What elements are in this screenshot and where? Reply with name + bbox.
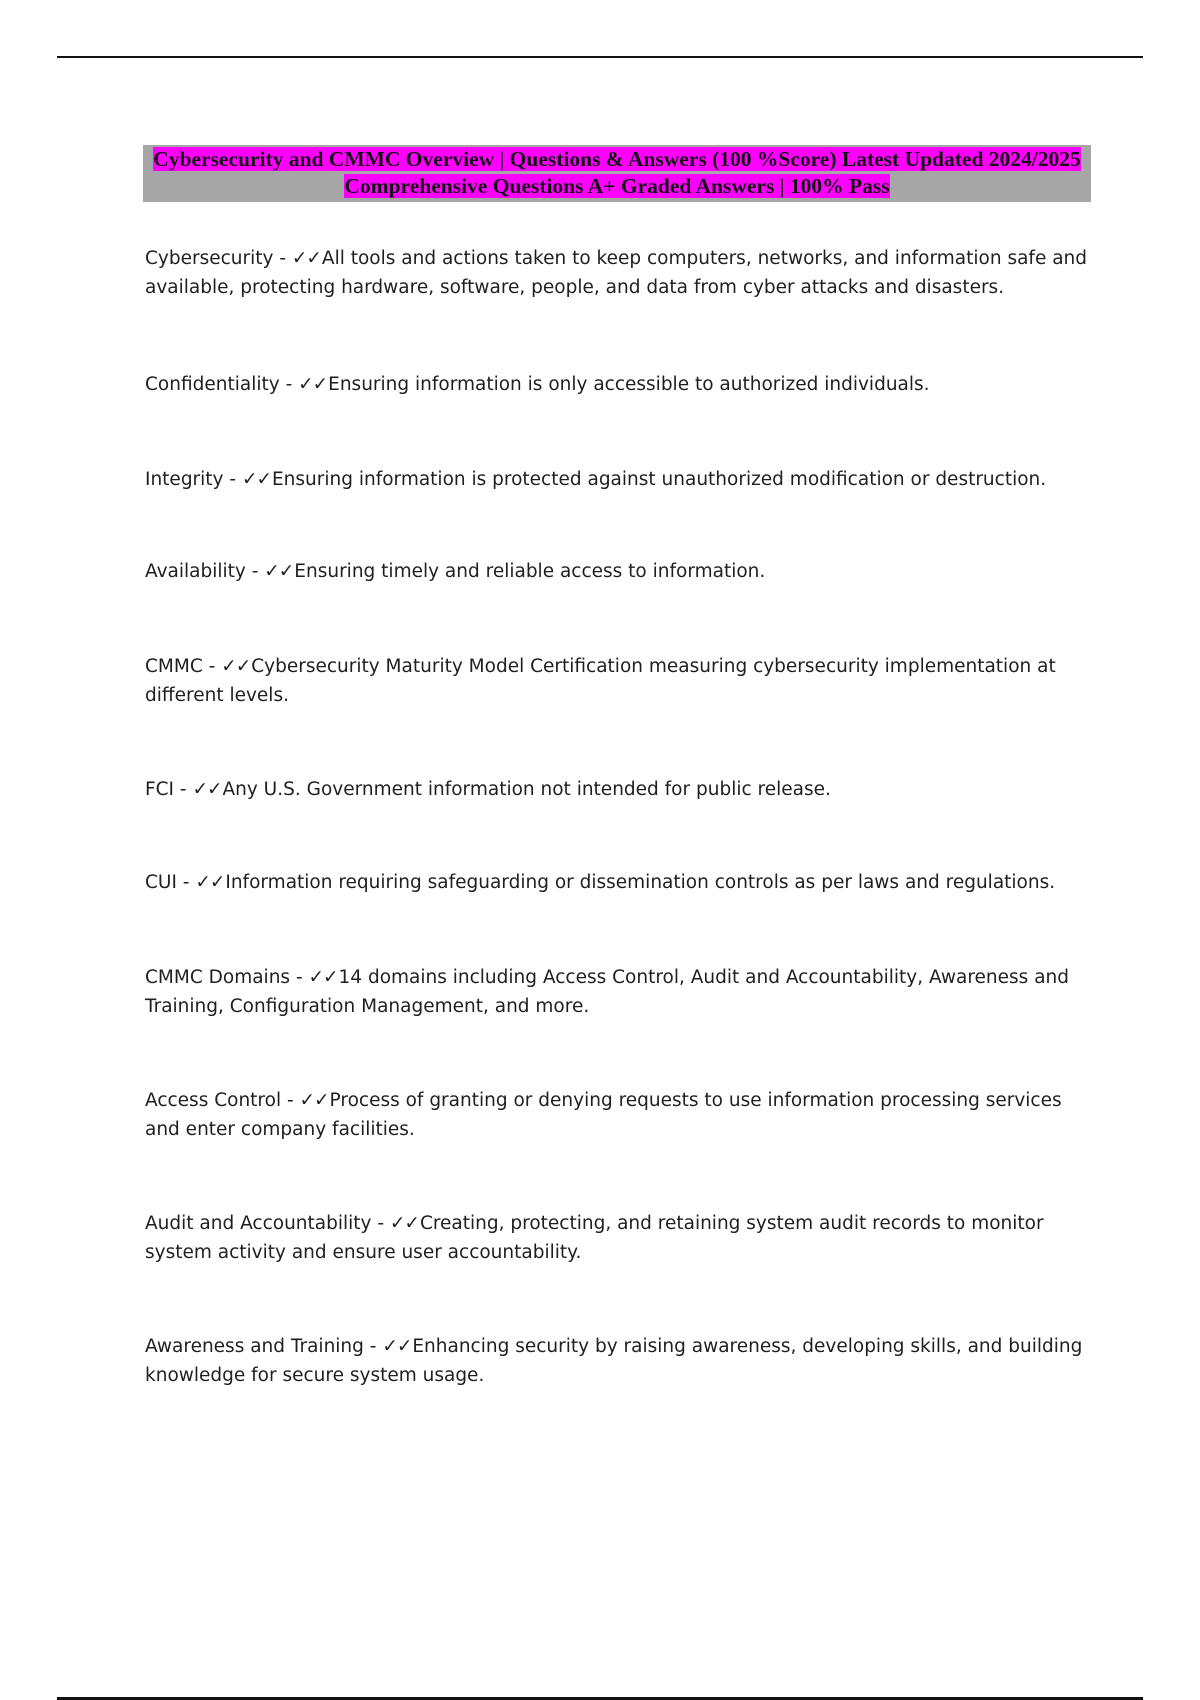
qa-entry: CMMC Domains - ✓✓14 domains including Access Control, Audit and Accountability, Awareness and Training, Configuration Management, and more. [145, 967, 1070, 1017]
qa-definition: 14 domains including Access Control, Audit and Accountability, Awareness and Training, Configuration Management, and more. [145, 967, 1070, 1017]
qa-definition: Enhancing security by raising awareness, developing skills, and building knowledge for secure system usage. [145, 1336, 1083, 1386]
qa-entry: Audit and Accountability - ✓✓Creating, protecting, and retaining system audit records to monitor system activity and ensure user accountability. [145, 1213, 1044, 1263]
document-title: Cybersecurity and CMMC Overview | Questions & Answers (100 %Score) Latest Updated 2024/2025 Comprehensive Questions A+ Graded Answers | 100% Pass [153, 147, 1081, 198]
qa-definition: All tools and actions taken to keep computers, networks, and information safe and available, protecting hardware, software, people, and data from cyber attacks and disasters. [145, 248, 1088, 298]
qa-definition: Any U.S. Government information not intended for public release. [222, 779, 831, 800]
document-title-box [143, 145, 1091, 202]
check-icon: ✓✓ [299, 1090, 329, 1111]
check-icon: ✓✓ [308, 967, 338, 988]
qa-definition: Creating, protecting, and retaining system audit records to monitor system activity and ensure user accountability. [145, 1213, 1044, 1263]
qa-entry: Availability - ✓✓Ensuring timely and reliable access to information. [145, 561, 766, 582]
qa-definition: Ensuring information is protected against unauthorized modification or destruction. [271, 469, 1047, 490]
qa-term: Confidentiality [145, 374, 280, 395]
qa-term: Audit and Accountability [145, 1213, 372, 1234]
qa-term: Availability [145, 561, 246, 582]
check-icon: ✓✓ [291, 248, 321, 269]
check-icon: ✓✓ [382, 1336, 412, 1357]
check-icon: ✓✓ [192, 779, 222, 800]
qa-term: CMMC Domains [145, 967, 291, 988]
qa-definition: Ensuring information is only accessible to authorized individuals. [328, 374, 930, 395]
check-icon: ✓✓ [221, 656, 251, 677]
qa-term: Integrity [145, 469, 224, 490]
qa-term: CUI [145, 872, 177, 893]
qa-term: CMMC [145, 656, 203, 677]
check-icon: ✓✓ [389, 1213, 419, 1234]
qa-definition: Information requiring safeguarding or dissemination controls as per laws and regulations. [225, 872, 1056, 893]
qa-entry: Access Control - ✓✓Process of granting or denying requests to use information processing services and enter company facilities. [145, 1090, 1062, 1140]
check-icon: ✓✓ [264, 561, 294, 582]
check-icon: ✓✓ [195, 872, 225, 893]
qa-entry: CMMC - ✓✓Cybersecurity Maturity Model Certification measuring cybersecurity implementation at different levels. [145, 656, 1056, 706]
qa-definition: Ensuring timely and reliable access to information. [294, 561, 766, 582]
qa-definition: Cybersecurity Maturity Model Certification measuring cybersecurity implementation at different levels. [145, 656, 1056, 706]
qa-entry: Integrity - ✓✓Ensuring information is protected against unauthorized modification or destruction. [145, 469, 1047, 490]
qa-entry: CUI - ✓✓Information requiring safeguarding or dissemination controls as per laws and regulations. [145, 872, 1056, 893]
qa-term: Access Control [145, 1090, 282, 1111]
qa-entry: Awareness and Training - ✓✓Enhancing security by raising awareness, developing skills, and building knowledge for secure system usage. [145, 1336, 1083, 1386]
qa-term: Awareness and Training [145, 1336, 364, 1357]
qa-entry: Confidentiality - ✓✓Ensuring information is only accessible to authorized individuals. [145, 374, 930, 395]
qa-entry: FCI - ✓✓Any U.S. Government information not intended for public release. [145, 779, 831, 800]
check-icon: ✓✓ [298, 374, 328, 395]
qa-term: Cybersecurity [145, 248, 274, 269]
check-icon: ✓✓ [241, 469, 271, 490]
qa-definition: Process of granting or denying requests to use information processing services and enter company facilities. [145, 1090, 1062, 1140]
qa-entry: Cybersecurity - ✓✓All tools and actions taken to keep computers, networks, and information safe and available, protecting hardware, software, people, and data from cyber attacks and disasters. [145, 248, 1088, 298]
qa-term: FCI [145, 779, 175, 800]
top-rule [57, 56, 1143, 58]
